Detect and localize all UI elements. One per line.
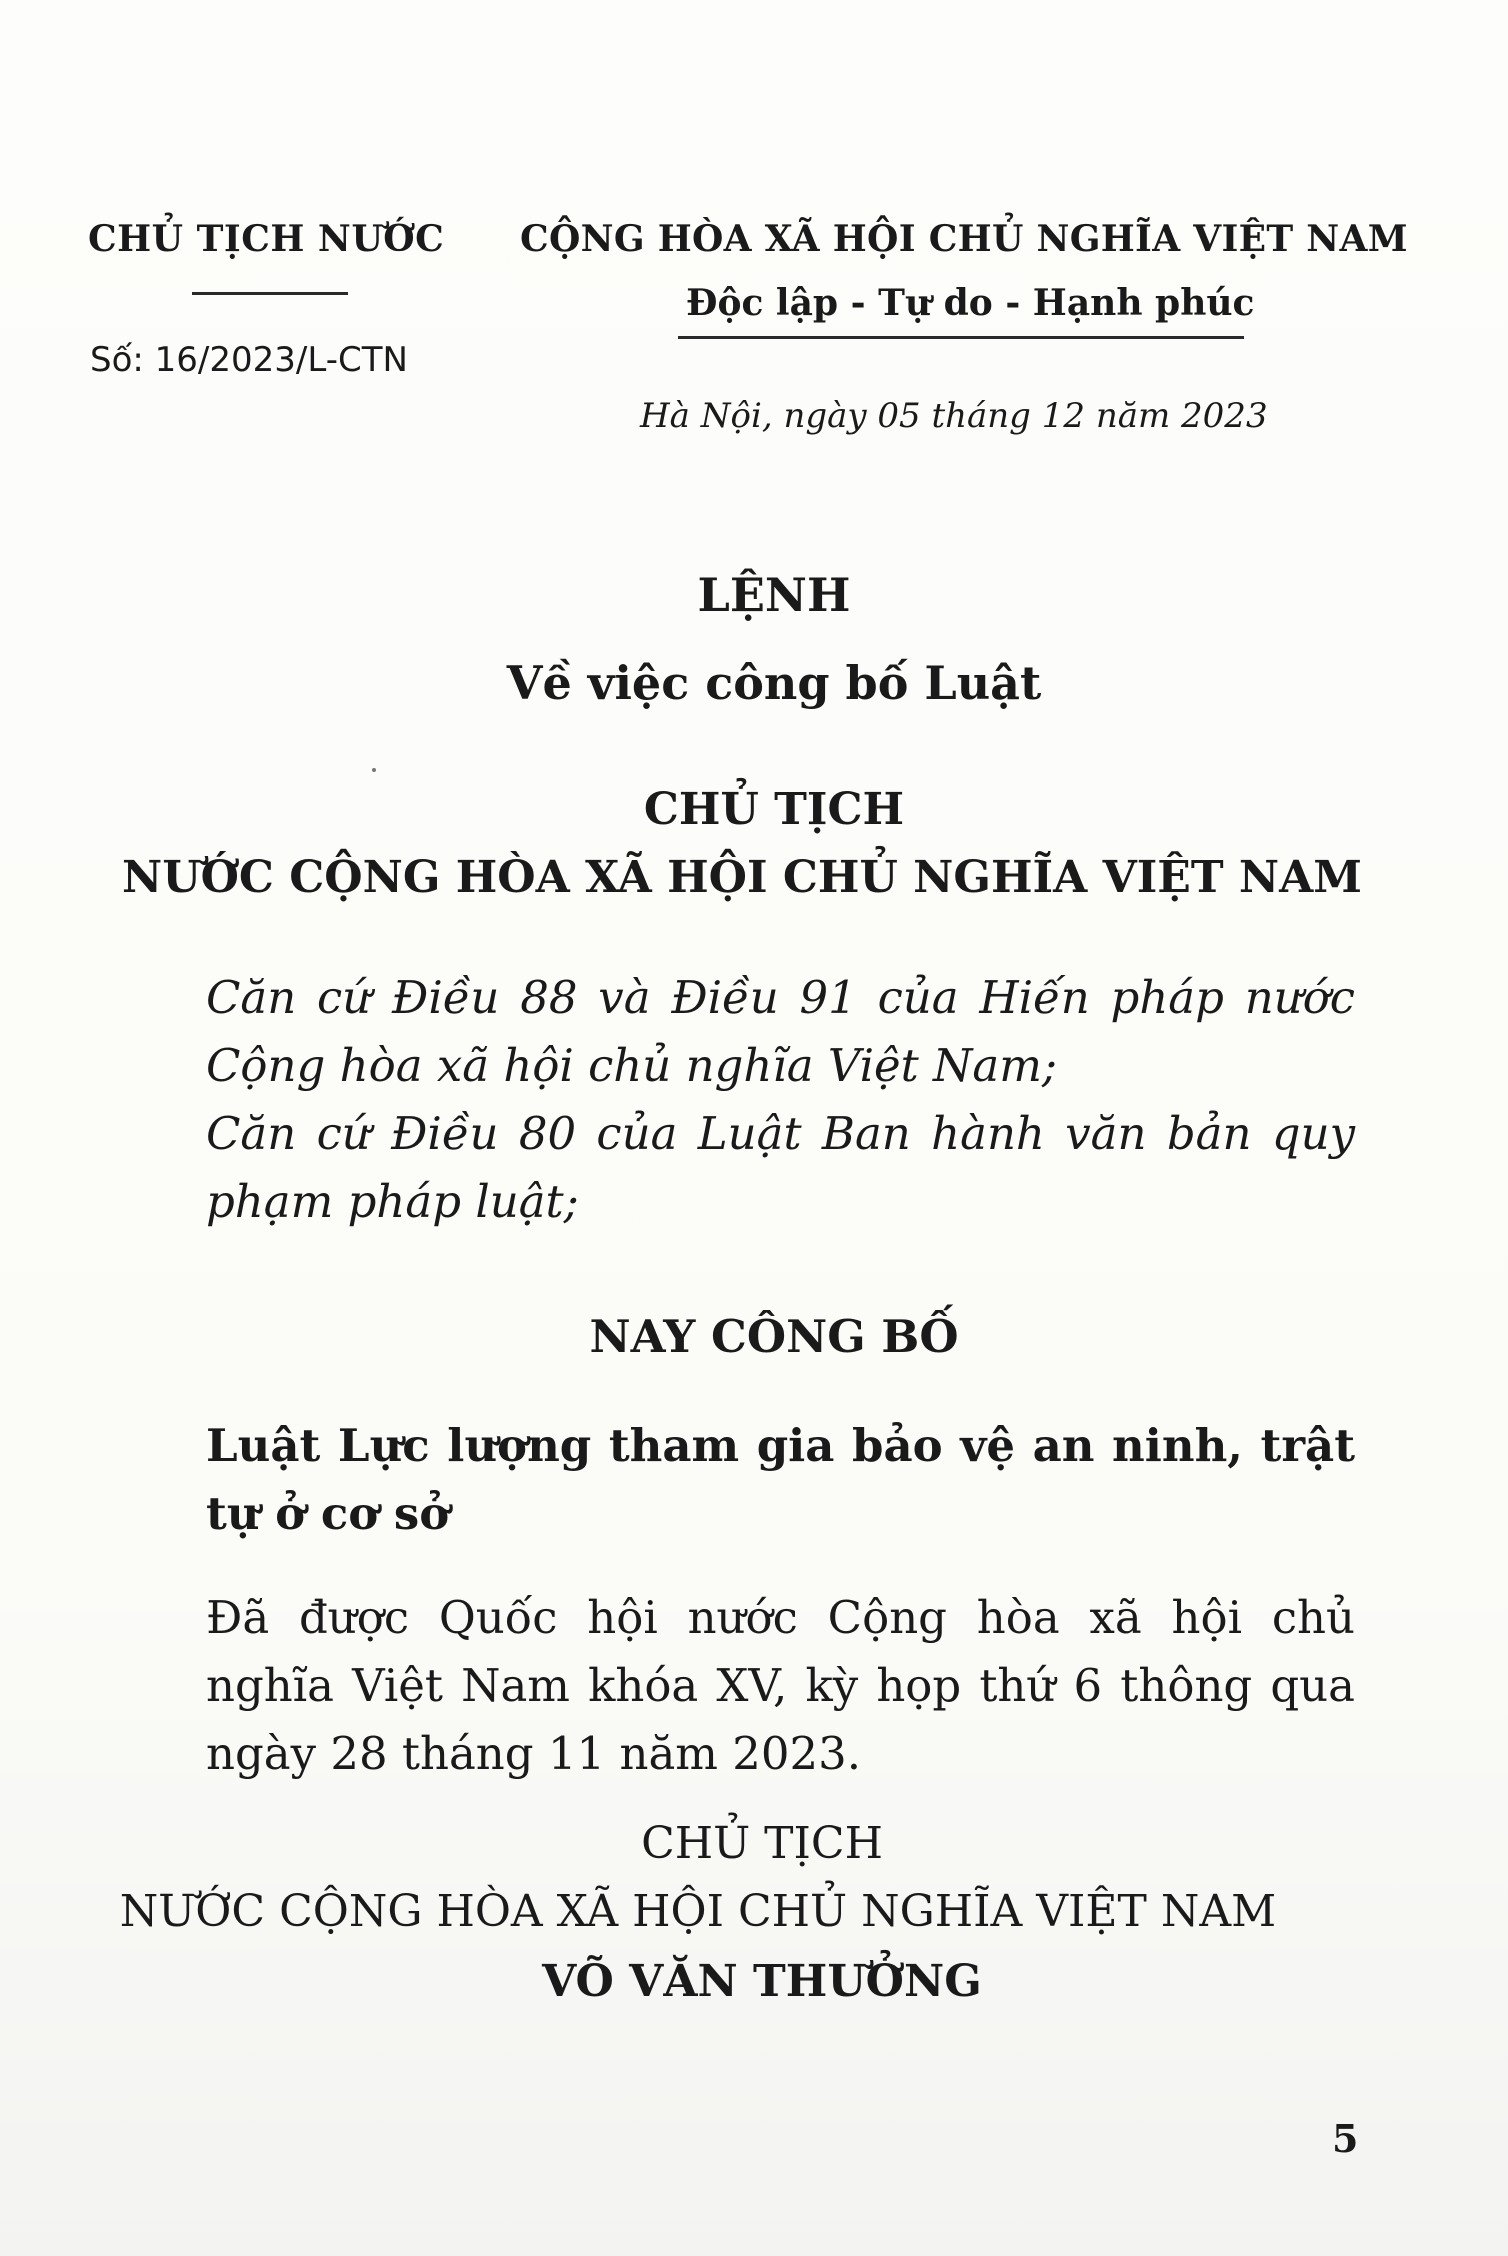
proclamation-heading: NAY CÔNG BỐ [589,1310,959,1363]
place-and-date: Hà Nội, ngày 05 tháng 12 năm 2023 [640,396,1268,436]
signatory-country: NƯỚC CỘNG HÒA XÃ HỘI CHỦ NGHĨA VIỆT NAM [119,1886,1277,1937]
law-name [130,1412,1355,1548]
passed-note [130,1584,1355,1788]
motto-underline [678,336,1244,339]
national-title: CỘNG HÒA XÃ HỘI CHỦ NGHĨA VIỆT NAM [520,218,1408,260]
document-type: LỆNH [697,568,851,622]
document-number: Số: 16/2023/L-CTN [90,340,408,380]
national-motto: Độc lập - Tự do - Hạnh phúc [686,282,1255,324]
issuer-country: NƯỚC CỘNG HÒA XÃ HỘI CHỦ NGHĨA VIỆT NAM [122,852,1362,903]
signatory-name: VÕ VĂN THƯỞNG [542,1956,982,2007]
authority-underline [192,292,348,295]
legal-basis-2 [130,1100,1355,1236]
issuer-title: CHỦ TỊCH [643,784,905,835]
legal-basis-2-text: Căn cứ Điều 80 của Luật Ban hành văn bản quy phạm pháp luật; [206,1107,1355,1228]
legal-basis-1-text: Căn cứ Điều 88 và Điều 91 của Hiến pháp nước Cộng hòa xã hội chủ nghĩa Việt Nam; [206,971,1355,1092]
legal-basis-1 [130,964,1355,1100]
page-number: 5 [1332,2116,1359,2161]
issuing-authority: CHỦ TỊCH NƯỚC [88,218,445,260]
law-name-text: Luật Lực lượng tham gia bảo vệ an ninh, trật tự ở cơ sở [206,1419,1355,1540]
scan-speck [372,768,376,772]
signatory-title: CHỦ TỊCH [641,1818,883,1869]
passed-note-text: Đã được Quốc hội nước Cộng hòa xã hội chủ nghĩa Việt Nam khóa XV, kỳ họp thứ 6 thông qua ngày 28 tháng 11 năm 2023. [206,1591,1355,1780]
document-subject: Về việc công bố Luật [506,656,1042,710]
